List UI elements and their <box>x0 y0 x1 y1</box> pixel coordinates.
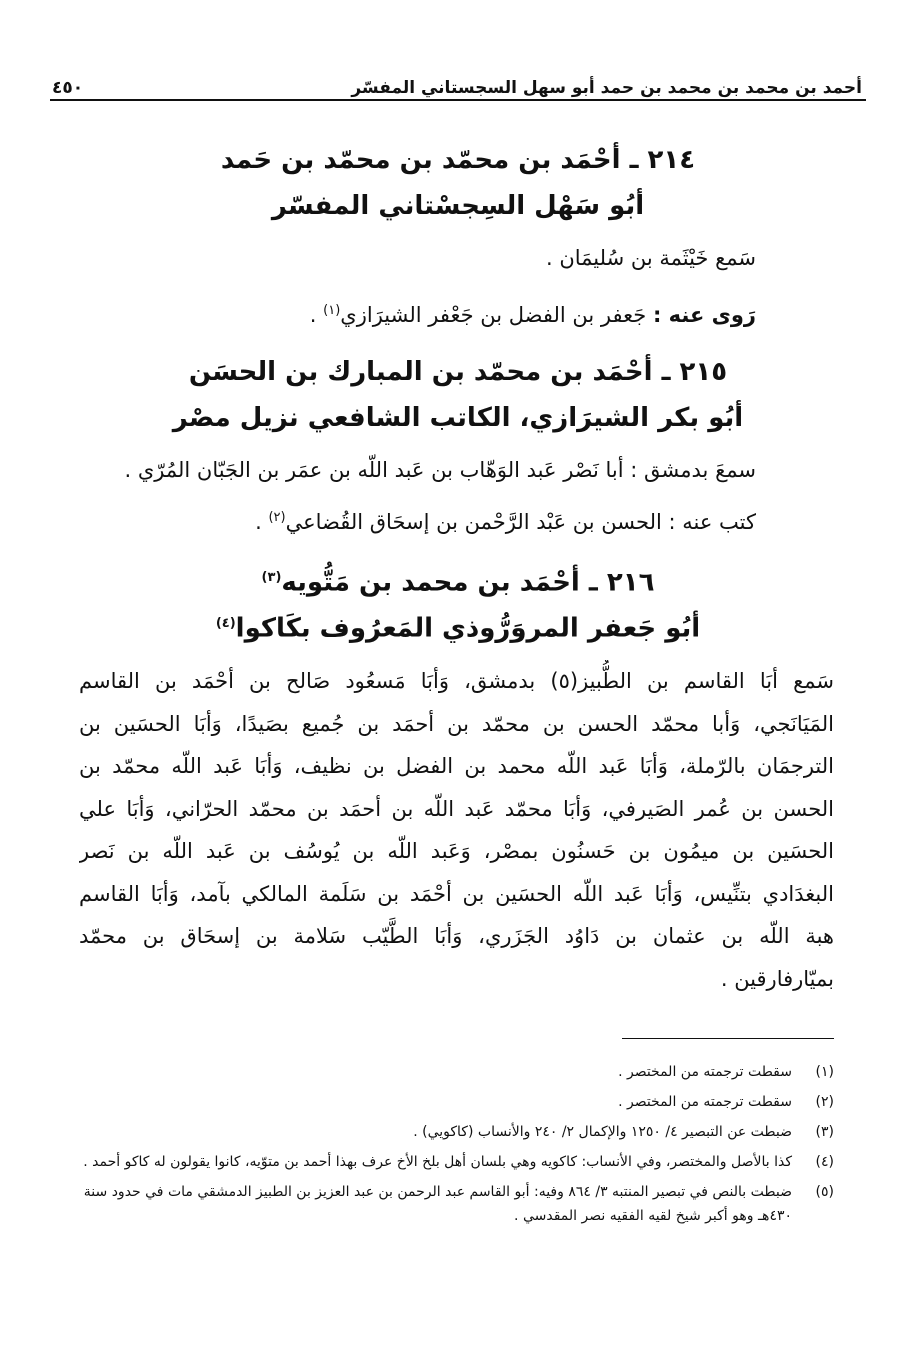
line-text: جَعفر بن الفضل بن جَعْفر الشيرَازي <box>340 303 653 327</box>
footnotes <box>54 1060 834 1234</box>
line-text: سَمع خَيْثَمة بن سُليمَان . <box>545 246 756 270</box>
footnote-rule <box>622 1038 834 1039</box>
paragraph-line: الحسن بن عُمر الصَيرفي، وَأبَا محمّد عَبد اللّه بن أحمَد بن محمّد الحرّاني، وَأبَا علي <box>79 796 834 821</box>
footnote-text: كذا بالأصل والمختصر، وفي الأنساب: كاكويه وهي بلسان أهل بلخ الأخ عرف بهذا أحمد بن متوّيه، كانوا يقولون له كاكو أحمد . <box>83 1154 792 1170</box>
entry-214-line-narrated <box>310 303 756 327</box>
entry-215-title-line1: ٢١٥ ـ أحْمَد بن محمّد بن المبارك بن الحسَن <box>188 357 728 387</box>
footnote-text: سقطت ترجمته من المختصر . <box>618 1064 792 1080</box>
footnote-text: سقطت ترجمته من المختصر . <box>618 1094 792 1110</box>
running-header <box>52 72 862 98</box>
paragraph-line: المَيَانَجي، وَأبا محمّد الحسن بن محمّد بن أحمَد بن جُميع بصَيدًا، وَأبَا الحسَين بن <box>79 711 834 736</box>
paragraph-line: بميّارفارقين . <box>720 966 834 991</box>
footnote-ref: (٤) <box>215 616 236 631</box>
paragraph-line: سَمع أبَا القاسم بن الطُّبيز(٥) بدمشق، وَأبَا مَسعُود صَالح بن أحْمَد بن القاسم <box>79 669 834 693</box>
footnote-ref: (٢) <box>268 510 286 525</box>
title-text: أبُو جَعفر المروَرُّوذي المَعرُوف بكَاكوا <box>235 613 701 644</box>
entry-216-title-line1 <box>0 556 916 605</box>
entry-215-title-line2: أبُو بكر الشيرَازي، الكاتب الشافعي نزيل مصْر <box>172 403 744 433</box>
line-label: رَوى عنه : <box>652 303 756 327</box>
footnote-number: (٤) <box>815 1154 834 1170</box>
paragraph-line: الحسَين بن ميمُون بن حَسنُون بمصْر، وَعَبد اللّه بن يُوسُف بن عَبد اللّه بن نَصر <box>79 839 834 863</box>
running-title: أحمد بن محمد بن محمد بن حمد أبو سهل السجستاني المفسّر <box>351 78 862 98</box>
entry-215-line-heard <box>124 458 756 482</box>
entry-214-title-line2: أبُو سَهْل السِجسْتاني المفسّر <box>271 191 645 221</box>
page-number: ٤٥٠ <box>52 78 84 98</box>
footnote <box>54 1060 834 1084</box>
line-text: سمعَ بدمشق : أبا نَصْر عَبد الوَهّاب بن عَبد اللّه بن عمَر بن الجَبّان المُرّي . <box>124 458 756 482</box>
line-end: . <box>309 303 324 327</box>
footnote-number: (٢) <box>815 1094 834 1110</box>
entry-216-paragraph <box>79 660 834 1000</box>
footnote-number: (١) <box>815 1064 834 1080</box>
header-rule <box>50 99 866 101</box>
footnote <box>54 1150 834 1174</box>
paragraph-line: هبة اللّه بن عثمان بن دَاوُد الجَزَري، وَأبَا الطَّيّب سَلامة بن إسحَاق بن محمّد <box>79 924 834 948</box>
footnote <box>54 1120 834 1144</box>
line-text: كتب عنه : الحسن بن عَبْد الرَّحْمن بن إسحَاق القُضاعي <box>285 510 756 534</box>
entry-215-line-wrote <box>255 510 756 534</box>
footnote <box>54 1180 834 1228</box>
footnote-number: (٥) <box>815 1184 834 1200</box>
paragraph-line: البغدَادي بتنِّيس، وَأبَا عَبد اللّه الحسَين بن أحْمَد بن سَلَمة المالكي بآمد، وَأبَا القاسم <box>79 881 834 906</box>
footnote-number: (٣) <box>815 1124 834 1140</box>
paragraph-line: الترجمَان بالرّملة، وَأبَا عَبد اللّه محمد بن الفضل بن نظيف، وَأبَا عَبد اللّه محمّد بن <box>79 754 834 778</box>
entry-214-line-heard <box>546 246 756 270</box>
line-end: . <box>255 510 269 534</box>
entry-216-title-line2 <box>0 602 916 651</box>
footnote <box>54 1090 834 1114</box>
footnote-ref: (٣) <box>261 570 282 585</box>
footnote-text: ضبطت عن التبصير ٤/ ١٢٥٠ والإكمال ٢/ ٢٤٠ والأنساب (كاكويي) . <box>413 1124 792 1140</box>
entry-214-title-line1: ٢١٤ ـ أحْمَد بن محمّد بن محمّد بن حَمد <box>220 145 696 175</box>
title-text: ٢١٦ ـ أحْمَد بن محمد بن مَتُّويه <box>281 567 655 598</box>
footnote-ref: (١) <box>323 303 341 318</box>
footnote-text: ضبطت بالنص في تبصير المنتبه ٣/ ٨٦٤ وفيه: أبو القاسم عبد الرحمن بن عبد العزيز بن الطبيز الدمشقي مات في حدود سنة ٤٣٠هـ وهو أكبر شيخ لقيه الفقيه نصر المقدسي . <box>83 1184 792 1224</box>
